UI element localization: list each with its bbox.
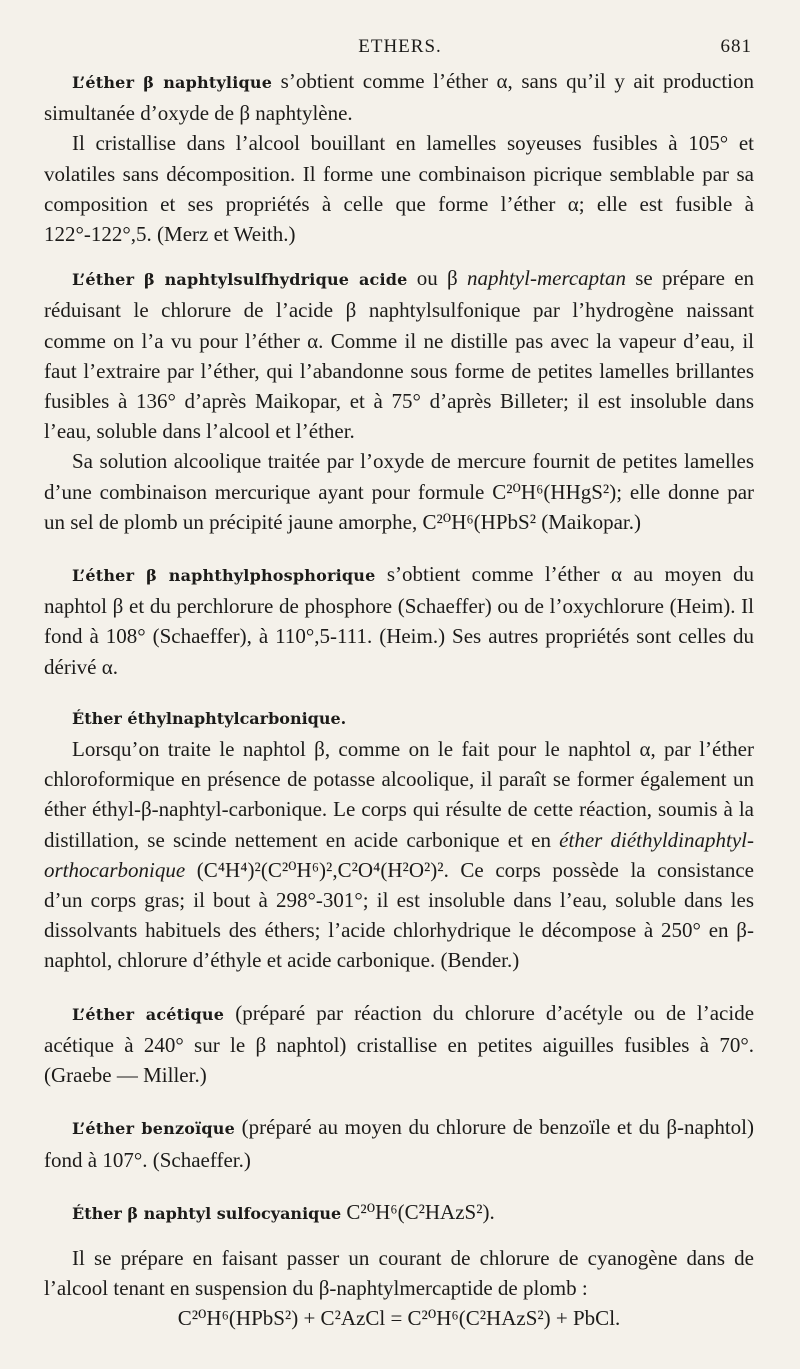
section-heading: Éther éthylnaphtylcarbonique.	[72, 708, 347, 728]
formula: C²⁰H⁶(C²HAzS²).	[341, 1199, 495, 1224]
entry-lead: L’éther acétique	[72, 1004, 225, 1024]
entry-lead: L’éther β naphtylsulfhydrique acide	[72, 270, 408, 290]
paragraph-crystallisation: Il cristallise dans l’alcool bouillant en lamelles soyeuses fusibles à 105° et volatiles sans décomposition. Il forme une combinaison picrique semblable par sa composition et ses propriétés à celle que forme l’éther α; elle est fusible à 122°-122°,5. (Merz et Weith.)	[44, 131, 754, 247]
paragraph-text: ; elle donne par un sel de plomb un précipité jaune amorphe, C	[44, 479, 755, 534]
paragraph-preparation: Il se prépare en faisant passer un courant de chlorure de cyanogène dans de l’alcool tenant en suspension du β-naphtylmercaptide de plomb :	[44, 1245, 754, 1301]
chemical-equation: C²⁰H⁶(HPbS²) + C²AzCl = C²⁰H⁶(C²HAzS²) + PbCl.	[177, 1306, 621, 1331]
formula: ²⁰H⁶(HHgS²)	[506, 479, 617, 504]
formula: ²⁰H⁶(HPbS²	[436, 509, 536, 534]
italic-term: naphtyl-mercaptan	[466, 266, 626, 291]
section-heading: Éther β naphtyl sulfocyanique	[72, 1203, 342, 1223]
paragraph-text: Sa solution alcoolique traitée par l’oxyde de mercure fournit de petites lamelles d’une combinaison mercurique ayant pour formule C	[44, 449, 754, 504]
paragraph-text: (préparé par réaction du chlorure d’acétyle ou de l’acide acétique à 240° sur le β naphtol) cristallise en petites aiguilles fusibles à 70°. (Graebe — Miller.)	[44, 1000, 755, 1088]
paragraph-text: s’obtient comme l’éther α au moyen du naphtol β et du perchlorure de phosphore (Schaeffer) ou de l’oxychlorure (Heim). Il fond à 108° (Schaeffer), à 110°,5-111. (Heim.) Ses autres propriétés sont celles du dérivé α.	[44, 562, 755, 679]
entry-lead: L’éther benzoïque	[72, 1119, 235, 1139]
paragraph-text: se prépare en réduisant le chlorure de l’acide β naphtylsulfonique par l’hydrogène naissant comme on l’a vu pour l’éther α. Comme il ne distille pas avec la vapeur d’eau, il faut l’extraire par l’éther, qui l’abandonne sous forme de petites lamelles brillantes fusibles à 136° d’après Maikopar, et à 75° d’après Billeter; il est insoluble dans l’eau, soluble dans l’alcool et l’éther.	[44, 266, 755, 444]
paragraph-text: (Maikopar.)	[536, 509, 641, 534]
paragraph-text: s’obtient comme l’éther α, sans qu’il y ait production simultanée d’oxyde de β naphtylène.	[44, 69, 754, 126]
paragraph-benzoic-ether	[44, 1112, 754, 1174]
paragraph-mercury-compound	[44, 446, 754, 537]
paragraph-naphthyl-mercaptan	[44, 263, 754, 446]
italic-term: éther diéthyldinaphtyl-orthocarbonique	[44, 827, 754, 882]
paragraph-text: Lorsqu’on traite le naphtol β, comme on le fait pour le naphtol α, par l’éther chloroformique en présence de potasse alcoolique, il paraît se former également un éther éthyl-β-naphtyl-carbonique. Le corps qui résulte de cette réaction, soumis à la distillation, se scinde nettement en acide carbonique et en	[44, 737, 754, 852]
paragraph-ethylnaphthylcarbonic	[44, 734, 754, 976]
paragraph-naphthylphosphoric	[44, 559, 754, 682]
paragraph-text: Ce corps possède la consistance d’un corps gras; il bout à 298°-301°; il est insoluble dans l’eau, soluble dans les dissolvants habituels des éthers; l’acide chlorhydrique le décompose à 250° en β-naphtol, chlorure d’éthyle et acide carbonique. (Bender.)	[44, 857, 754, 973]
paragraph-acetic-ether	[44, 998, 754, 1091]
paragraph-text: (préparé au moyen du chlorure de benzoïle et du β-naphtol) fond à 107°. (Schaeffer.)	[44, 1115, 754, 1172]
entry-lead: L’éther β naphthylphosphorique	[72, 566, 376, 586]
entry-lead: L’éther β naphtylique	[72, 73, 273, 92]
page-header	[0, 36, 800, 64]
section-heading-sulfocyanic	[44, 1197, 754, 1229]
running-title: ETHERS.	[358, 36, 442, 57]
paragraph-beta-naphthyl-ether	[44, 66, 754, 128]
paragraph-text: ou β	[407, 266, 467, 291]
main-text	[44, 66, 754, 1334]
formula: (C⁴H⁴)²(C²⁰H⁶)²,C²O⁴(H²O²)².	[185, 857, 449, 882]
page-number: 681	[720, 36, 752, 57]
